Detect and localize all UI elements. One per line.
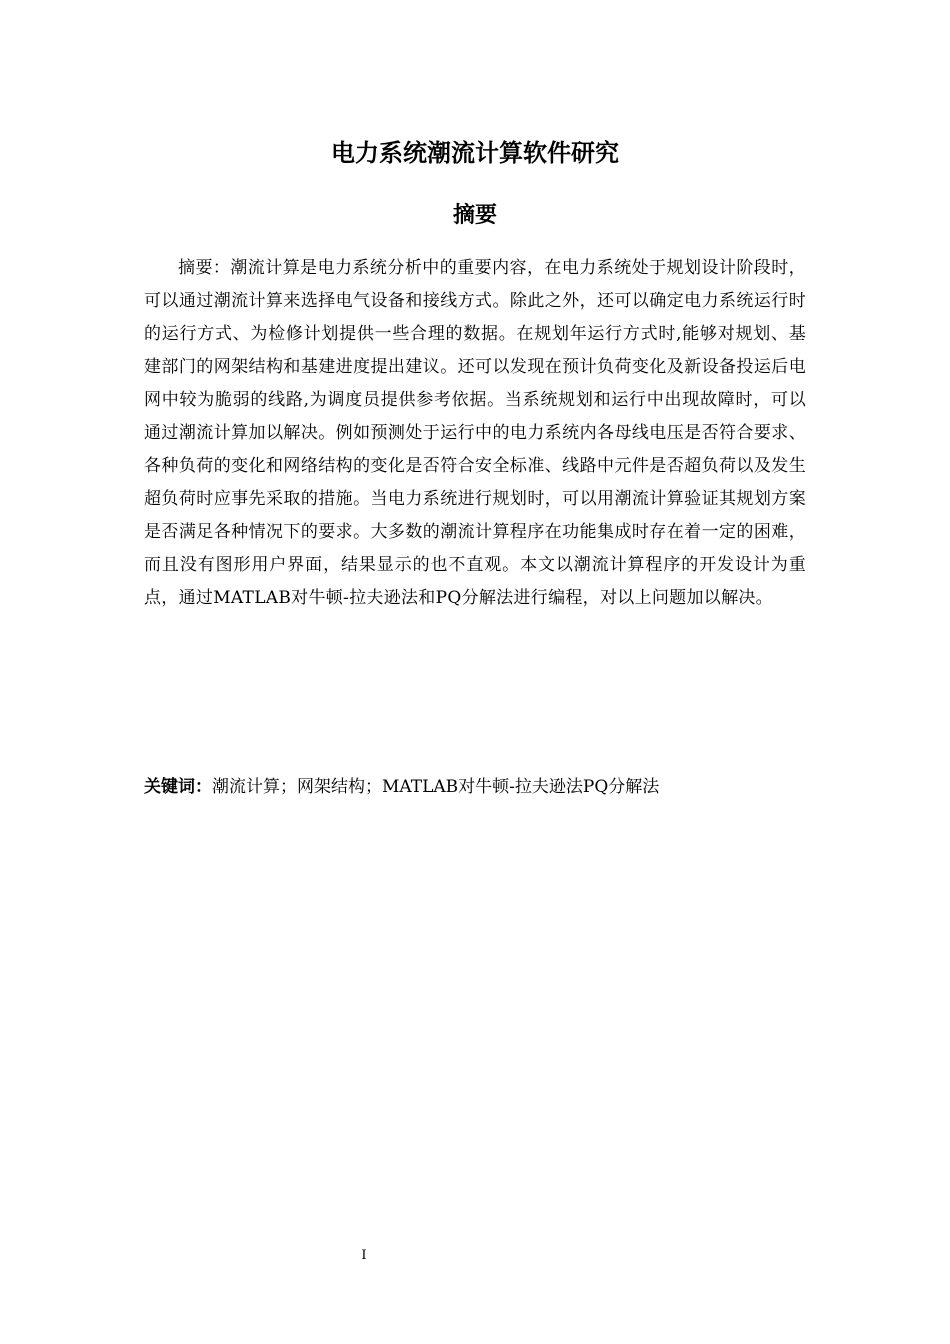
- keywords-line: [144, 771, 806, 803]
- page-number: I: [361, 1248, 367, 1263]
- document-title: 电力系统潮流计算软件研究: [331, 139, 619, 167]
- abstract-body: 摘要：潮流计算是电力系统分析中的重要内容，在电力系统处于规划设计阶段时，可以通过潮流计算来选择电气设备和接线方式。除此之外，还可以确定电力系统运行时的运行方式、为检修计划提供一些合理的数据。在规划年运行方式时,能够对规划、基建部门的网架结构和基建进度提出建议。还可以发现在预计负荷变化及新设备投运后电网中较为脆弱的线路,为调度员提供参考依据。当系统规划和运行中出现故障时，可以通过潮流计算加以解决。例如预测处于运行中的电力系统内各母线电压是否符合要求、各种负荷的变化和网络结构的变化是否符合安全标准、线路中元件是否超负荷以及发生超负荷时应事先采取的措施。当电力系统进行规划时，可以用潮流计算验证其规划方案是否满足各种情况下的要求。大多数的潮流计算程序在功能集成时存在着一定的困难，而且没有图形用户界面，结果显示的也不直观。本文以潮流计算程序的开发设计为重点，通过MATLAB对牛顿-拉夫逊法和PQ分解法进行编程，对以上问题加以解决。: [144, 258, 806, 608]
- keywords-label: 关键词：: [144, 777, 212, 797]
- abstract-heading: 摘要: [452, 203, 497, 228]
- keywords-text: 潮流计算；网架结构；MATLAB对牛顿-拉夫逊法PQ分解法: [212, 777, 660, 797]
